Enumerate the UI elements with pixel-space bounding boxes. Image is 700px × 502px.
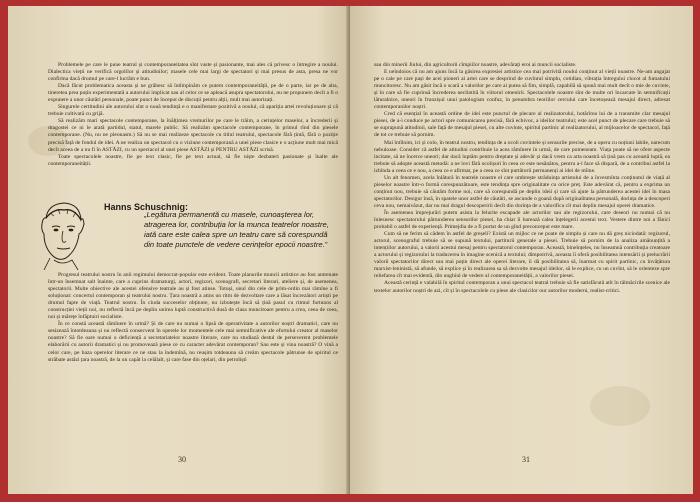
paragraph: Problemele pe care le pune teatrul și contemporaneitatea sînt vaste și pasionante, mai ales că privesc o întregire a noului. Dialecticа vieții ne verifică orgolilor și atitudinilor; masele cele mai largi de spectatori și mai presus de asta, presa ne vor confirma dacă drumul pe care-l lucrăm e bun. bbox=[48, 62, 338, 83]
portrait-sketch-icon bbox=[34, 198, 92, 270]
left-page-text-top bbox=[48, 62, 338, 168]
quote-author: Hanns Schuschnig: bbox=[104, 202, 189, 212]
paragraph: Dacă făcut problematica aceasta și ne grăbesc să întîmpinăm ce putem contemporaneității, pe de o parte, iar pe de alta, tineretea prea puțin experimentată a autorului implicat sau al celor ce se apleacă asupra spectatorului, nu ne propunem decît a fi o expunere a unor căutări personale, poate punct de început de discuții pentru alții, mult mai autorizați. bbox=[48, 83, 338, 104]
right-page bbox=[350, 6, 693, 494]
page-number: 30 bbox=[178, 455, 186, 464]
paragraph: Toate spectacolele noastre, fie pe text clasic, fie pe text actual, să fie niște dezbateri pasionate și înalte ale contemporaneității. bbox=[48, 153, 338, 167]
paragraph: E neîndoios că nu am ajuns încă la găsirea expresiei artistice cea mai potrivită noului conținut al vieții noastre. Ne-am angajat pe o cale pe care pași de acei pioneri ai artei care se desprind de cuvîntul simplu, cotidian, vibrația întregului clocot al fumatului muncitoresc. Nu am găsit încă o scară a valorilor pe care ai putea să fim, simplă, capabilă să spună mai mult decît o mie de cuvinte, și în care să fie cuprinsă încrederea neclintită în viitorul omenirii. Spectacolele noastre sînt de multe ori încarcate în semnificații lăturalnice, uneori în frunzișul unui patologism confuz, în penumbra teoriilor cercului care încetoșează mesajul direct, adresat contemporanilor noștri. bbox=[374, 69, 670, 111]
right-page-text bbox=[374, 62, 670, 295]
left-page-text-bottom bbox=[48, 272, 338, 364]
paragraph: Cred că esențial în această ordine de idei este punctul de plecare al realizatorului, hotărîrea lui de a transmite clar mesajul piesei, de a-i conduce pe actori spre comunicarea precisă, fără echivoc, a ideilor teatrului; este acel punct de plecare care trebuie să se suprapună atitudinii, sale față de mesajul piesei, cu alte cuvinte, spiritul partinic al realizatorului, al mijloacelor de spectacol, față de tot ce trebuie să pornim. bbox=[374, 111, 670, 139]
quote-text: „Legătura permanentă cu masele, cunoașterea lor, atragerea lor, contribuția lor la munca teatrelor noastre, iată care este calea spre un teatru care să corespundă din toate punctele de vedere cerințelor epocii noastre.” bbox=[144, 210, 329, 249]
paragraph: Cum să ne ferim să cădem în astfel de greșeli? Există un mijloc ce ne poate de simplu și care nu dă greș niciodată: regizorul, actorul, scenograful trebuie să se supună textului, partiturii generale a piesei. Trebuie să pornim de la analiza amănunțită a intențiilor autorului, a valorii acestui mesaj pentru spectatorul contemporan. Această, bineînțeles, nu înseamnă contribuția creatoare a actorului și regizorului la traducerea în imagine scenică a textului; dimpotrivă, aceasta îi oferă posibilitatea intensării și prelucrării valorii spectatorilor direct sau mai puțin direct ale operei literare, îi dă posibilitatea să, înarmat cu spirit partinic, cu învățătura marxist-leninistă, să afunde, să explice și în realizarea sa să dezvolte mesajul ideilor, să le explice, cu un cuvînt, să le orienteze spre reliefarea cît mai evidentă, din unghiul de vedere al contemporaneității, a valorilor piesei. bbox=[374, 231, 670, 280]
page-number: 31 bbox=[522, 455, 530, 464]
paragraph: Această cerință e valabilă în spiritul contemporan a unui spectacol teatral trebuie să fie satisfăcută atît în tălmăcirile scenice ale textelor autorilor noștri de azi, cît și în spectacolele cu piese ale clasicilor our autorilor moderni, realist-critici. bbox=[374, 280, 670, 294]
paragraph: sau din minerii Jiului, din agricultorii cîmpiilor noastre, adevărați eroi ai muncii socialiste. bbox=[374, 62, 577, 68]
left-page bbox=[8, 6, 350, 494]
paragraph: În asemenea împrejurări putem asista la felurite escapade ale actorilor sau ale regizorului, care deseori nu numai că nu înlesnesc spectatorului pătrunderea sensurilor piesei, ba chiar îi barează calea înțelegerii acestui text. Vestere dintre noi a fănici probabil o astfel de experiență. Primejdia de a fi purtat de un gînd preconceput este mare. bbox=[374, 209, 670, 231]
paragraph: Mai întîlnim, ici și colo, în teatrul nostru, tendința de a ocoli cuvintele și sensurile precise, de a opera cu noțiuni labile, oarecum nebuloase. Consider că astfel de atitudini contribuie la acea rămînere în urmă, de care pomeneam. Viața poate să ne ofere aspecte incitate, să ne încerce uneori; dar dacă luptăm pentru dreptate și adevăr și dacă vrem ca arta noastră să țină pas cu această luptă, ea trebuie să adopte această metodă: a ne lovi fără ocolișuri în ceea ce este nesănătos, pentru a-l face să dispară, de a contribui astfel la izbînda a ceea ce e nou, a ceea ce e afirmat, pe a ceea ce sînt purtătorii permanenți ai idei de mîine. bbox=[374, 139, 670, 174]
paragraph: Singurele certitudini ale autorului sînt o nouă tendință e o manifestare pozitivă a noului, că apariția artei revoluționare și că trebuie cultivată cu grijă. bbox=[48, 104, 338, 118]
paper-stain bbox=[590, 386, 650, 426]
paragraph: Un alt fenomen, acela înlătură în teatrele noastre el care umbrește străduința artistului de a învesmînta conținutul de viață al pieselor noastre într-o formă corespunzătoare, este tendința spre originalitate cu orice preț. Este adevărat că, pentru a exprima un conținut nou, trebuie să căutăm forme noi, care să corespundă pe deplin ideii și care să ajute la pătrunderea acestei idei în masa spectatorilor. Desigur însă, în spatele unor astfel de căutări, se ascunde o goană după originalitatea personală, dorința de a descoperi ceva nou, nemaivăzut, dar nu mai dragul descoperirii decît din dorința de a valorifica cît mai deplin mesajul operei dramatice. bbox=[374, 174, 670, 209]
paragraph: În ce constă această rămînere în urmă? Și de care nu numai o lipsă de operativitate a autorilor noștri dramatici, care nu sesizează întotdeauna și nu reflectă consecvent în operele lor momentele cele mai semnificative ale efortului creator al maselor noastre? Să fie oare numai o deficiență a secretariatelor noastre literare, care nu studiază destul de perseverent problemele elaborării cu autorii dramatici și nu promovează piese ce cu caracter adevărat contemporan? Sau este și vina noastră? O vină a celor care, pe baza operelor literare ce ne stau la îndemînă, nu reușim totdeauna să creăm spectacole pătrunse de spiritul ce străbate astăzi țara noastră, de la un capăt la celălalt, și care fase din oțelari, din petroliști bbox=[48, 321, 338, 363]
paragraph: Să realizăm mari spectacole contemporane, la înălțimea vremurilor pe care le trăim, a cerințelor maselor, a încrederii și dragostei ce ni le arată partidul, statul, marele public. Să realizăm spectacole contemporane, în primul rînd din piesele contemporane. (Nu, nu ne pleonasm.) Să nu se mai realizeze spectacole cu titlul teatrului, spectacole fără țintă, fără o poziție precisă față de fondul de idei. A ne realiza un spectacol cu o viziune contemporană a unei piese clasice e o acțiune mult mai mică decît aceea de a nu fi în ASTĂZI, cu un spectacol al unei piese ASTĂZI și PENTRU ASTĂZI scrisă. bbox=[48, 118, 338, 153]
paragraph: Progresul teatrului nostru în anii regimului democrat-popular este evident. Toate planurile muncii artistice au fost antrenate într-un însemnat salt înainte, care a cuprins dramaturgi, actori, regizori, scenografi, secretari literari, ateliere și, de asemenea, spectatorii. Multe obiective ale acestei ofensive teatrale au și fost atinse. Totuși, unul din cele de prim-ordin mai rămîne a fi soluționat: concertul contemporan și teatrului nostru. Țara noastră a atins un ritm de dezvoltare care a lăsat încrezători artiști pe drumul fapte de viață. Teatrul nostru. În ciuda succeselor obținute, nu izbutește încă să țină pasul cu ritmul furtunos al construcției vieții noi, nu reflectă încă pe deplin unirea luptă constructivă dusă de clasa muncitoare pentru a crea, ceea de ceea, noi și mărețe înfăptuiri socialiste. bbox=[48, 272, 338, 321]
quote-box bbox=[34, 198, 334, 270]
